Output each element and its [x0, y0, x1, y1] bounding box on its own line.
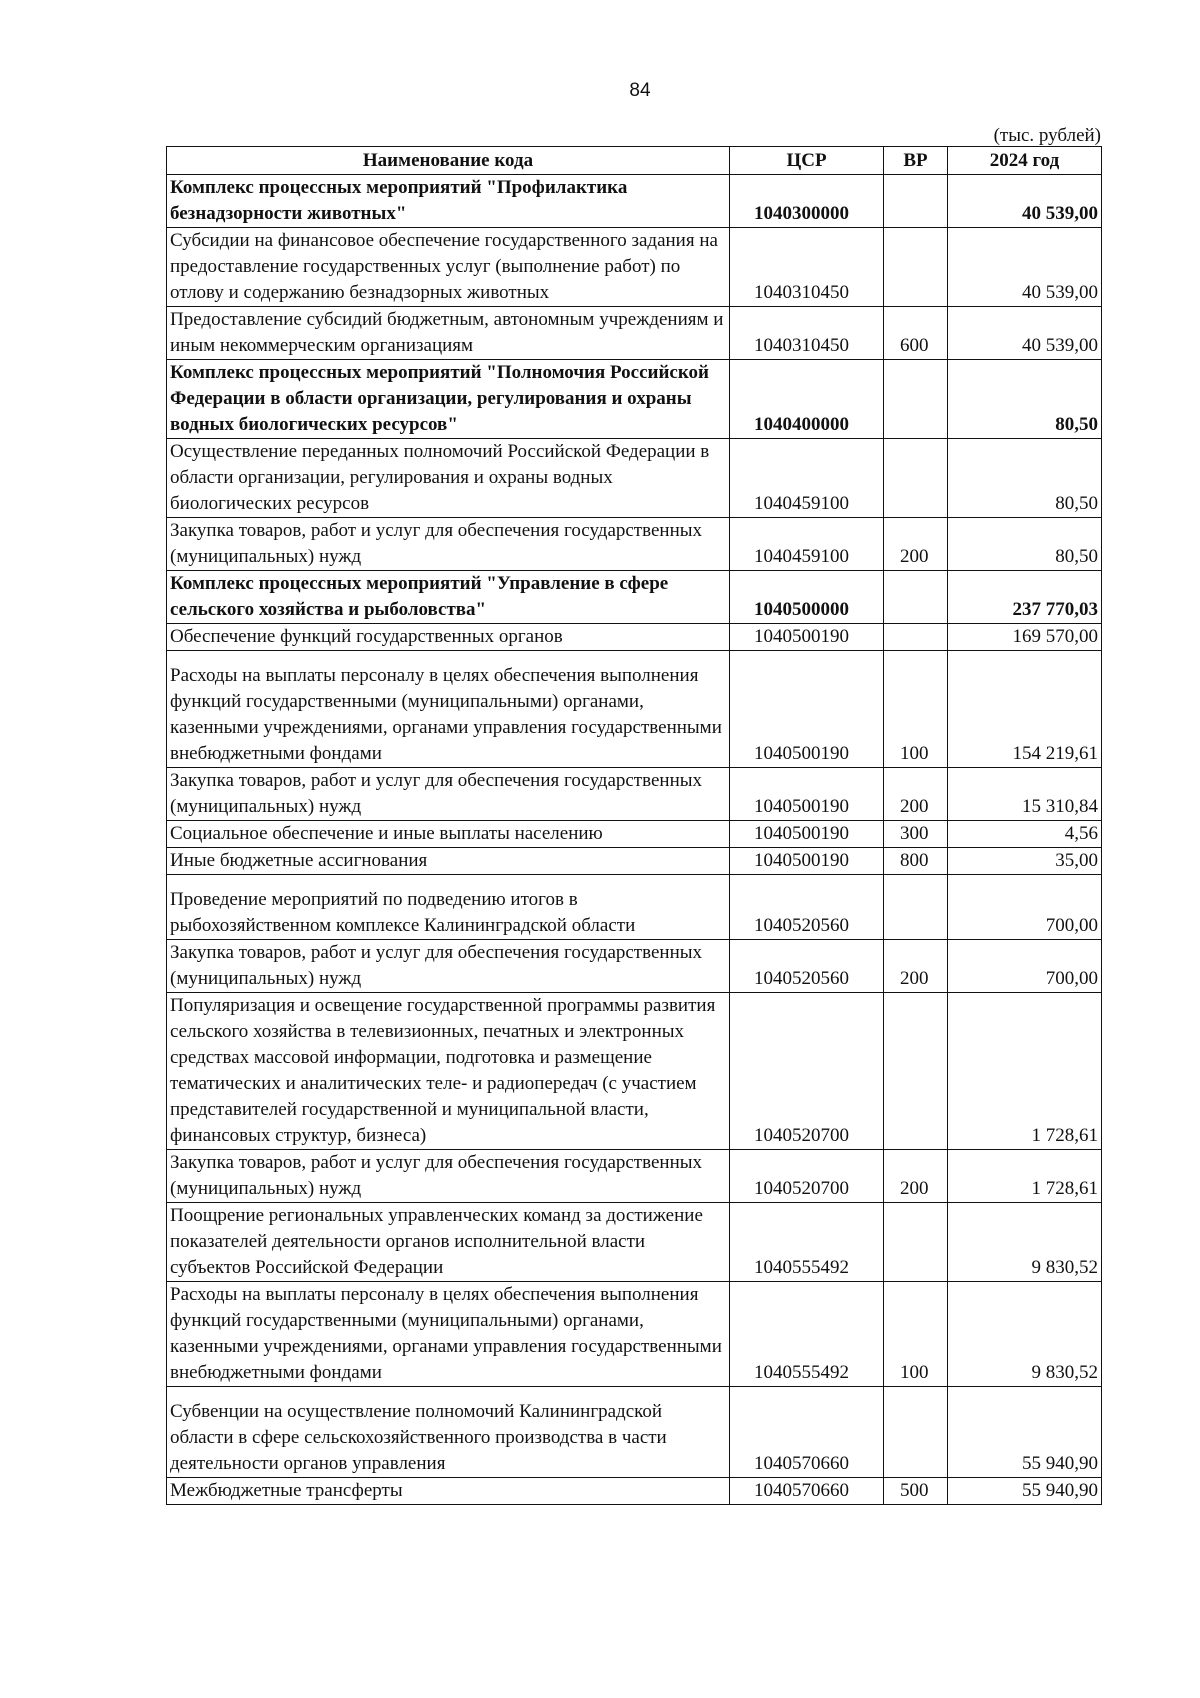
row-amount: 35,00: [948, 848, 1102, 875]
table-row: [167, 307, 1102, 360]
row-vr: 200: [884, 768, 948, 821]
table-row: [167, 439, 1102, 518]
row-csr: 1040500190: [730, 821, 884, 848]
row-vr: 300: [884, 821, 948, 848]
row-amount: 9 830,52: [948, 1203, 1102, 1282]
table-row: [167, 571, 1102, 624]
table-row: [167, 940, 1102, 993]
row-name: Осуществление переданных полномочий Российской Федерации в области организации, регулирования и охраны водных биологических ресурсов: [167, 439, 730, 518]
row-amount: 237 770,03: [948, 571, 1102, 624]
row-csr: 1040500190: [730, 848, 884, 875]
row-vr: 200: [884, 1150, 948, 1203]
table-row: [167, 624, 1102, 651]
row-vr: 600: [884, 307, 948, 360]
row-csr: 1040500190: [730, 768, 884, 821]
table-row: [167, 360, 1102, 439]
table-row: [167, 518, 1102, 571]
row-csr: 1040310450: [730, 307, 884, 360]
row-amount: 169 570,00: [948, 624, 1102, 651]
table-row: [167, 993, 1102, 1150]
table-row: [167, 1150, 1102, 1203]
row-amount: 40 539,00: [948, 175, 1102, 228]
row-name: Комплекс процессных мероприятий "Управление в сфере сельского хозяйства и рыболовства": [167, 571, 730, 624]
table-row: [167, 875, 1102, 940]
row-csr: 1040570660: [730, 1478, 884, 1505]
row-amount: 40 539,00: [948, 228, 1102, 307]
table-row: [167, 1282, 1102, 1387]
row-amount: 700,00: [948, 875, 1102, 940]
row-csr: 1040500190: [730, 651, 884, 768]
table-header-row: [167, 147, 1102, 175]
row-name: Расходы на выплаты персоналу в целях обеспечения выполнения функций государственными (муниципальными) органами, казенными учреждениями, органами управления государственными внебюджетными фондами: [167, 1282, 730, 1387]
row-vr: [884, 993, 948, 1150]
budget-table: [166, 146, 1102, 1505]
row-name: Закупка товаров, работ и услуг для обеспечения государственных (муниципальных) нужд: [167, 518, 730, 571]
row-amount: 154 219,61: [948, 651, 1102, 768]
row-name: Проведение мероприятий по подведению итогов в рыбохозяйственном комплексе Калининградской области: [167, 875, 730, 940]
row-csr: 1040400000: [730, 360, 884, 439]
row-vr: [884, 1387, 948, 1478]
row-vr: [884, 360, 948, 439]
table-row: [167, 1203, 1102, 1282]
row-name: Закупка товаров, работ и услуг для обеспечения государственных (муниципальных) нужд: [167, 940, 730, 993]
table-row: [167, 651, 1102, 768]
row-amount: 80,50: [948, 360, 1102, 439]
row-vr: 200: [884, 518, 948, 571]
row-amount: 40 539,00: [948, 307, 1102, 360]
header-vr: ВР: [884, 147, 948, 175]
table-row: [167, 768, 1102, 821]
row-vr: [884, 875, 948, 940]
table-row: [167, 175, 1102, 228]
row-amount: 1 728,61: [948, 1150, 1102, 1203]
row-name: Иные бюджетные ассигнования: [167, 848, 730, 875]
row-vr: [884, 1203, 948, 1282]
row-vr: 100: [884, 651, 948, 768]
row-vr: 100: [884, 1282, 948, 1387]
row-name: Межбюджетные трансферты: [167, 1478, 730, 1505]
row-csr: 1040520700: [730, 993, 884, 1150]
row-name: Расходы на выплаты персоналу в целях обеспечения выполнения функций государственными (муниципальными) органами, казенными учреждениями, органами управления государственными внебюджетными фондами: [167, 651, 730, 768]
row-vr: [884, 439, 948, 518]
header-csr: ЦСР: [730, 147, 884, 175]
row-amount: 4,56: [948, 821, 1102, 848]
units-label: (тыс. рублей): [993, 125, 1101, 146]
row-vr: [884, 228, 948, 307]
row-amount: 700,00: [948, 940, 1102, 993]
row-name: Субсидии на финансовое обеспечение государственного задания на предоставление государственных услуг (выполнение работ) по отлову и содержанию безнадзорных животных: [167, 228, 730, 307]
row-amount: 80,50: [948, 439, 1102, 518]
row-name: Обеспечение функций государственных органов: [167, 624, 730, 651]
row-csr: 1040300000: [730, 175, 884, 228]
row-csr: 1040500190: [730, 624, 884, 651]
row-name: Комплекс процессных мероприятий "Полномочия Российской Федерации в области организации, регулирования и охраны водных биологических ресурсов": [167, 360, 730, 439]
header-name: Наименование кода: [167, 147, 730, 175]
row-csr: 1040459100: [730, 439, 884, 518]
row-csr: 1040520700: [730, 1150, 884, 1203]
row-vr: [884, 624, 948, 651]
row-name: Поощрение региональных управленческих команд за достижение показателей деятельности органов исполнительной власти субъектов Российской Федерации: [167, 1203, 730, 1282]
table-row: [167, 1478, 1102, 1505]
row-name: Закупка товаров, работ и услуг для обеспечения государственных (муниципальных) нужд: [167, 768, 730, 821]
row-name: Комплекс процессных мероприятий "Профилактика безнадзорности животных": [167, 175, 730, 228]
row-vr: [884, 571, 948, 624]
row-amount: 55 940,90: [948, 1478, 1102, 1505]
table-row: [167, 821, 1102, 848]
page-number: 84: [629, 80, 651, 101]
row-amount: 9 830,52: [948, 1282, 1102, 1387]
row-csr: 1040459100: [730, 518, 884, 571]
row-csr: 1040520560: [730, 875, 884, 940]
row-name: Субвенции на осуществление полномочий Калининградской области в сфере сельскохозяйственного производства в части деятельности органов управления: [167, 1387, 730, 1478]
row-name: Социальное обеспечение и иные выплаты населению: [167, 821, 730, 848]
row-csr: 1040555492: [730, 1203, 884, 1282]
row-vr: 500: [884, 1478, 948, 1505]
table-row: [167, 1387, 1102, 1478]
row-amount: 1 728,61: [948, 993, 1102, 1150]
row-amount: 15 310,84: [948, 768, 1102, 821]
row-csr: 1040310450: [730, 228, 884, 307]
row-csr: 1040570660: [730, 1387, 884, 1478]
row-csr: 1040500000: [730, 571, 884, 624]
row-amount: 80,50: [948, 518, 1102, 571]
row-csr: 1040555492: [730, 1282, 884, 1387]
table-row: [167, 848, 1102, 875]
row-vr: [884, 175, 948, 228]
row-name: Закупка товаров, работ и услуг для обеспечения государственных (муниципальных) нужд: [167, 1150, 730, 1203]
row-vr: 800: [884, 848, 948, 875]
table-row: [167, 228, 1102, 307]
row-vr: 200: [884, 940, 948, 993]
row-name: Популяризация и освещение государственной программы развития сельского хозяйства в телевизионных, печатных и электронных средствах массовой информации, подготовка и размещение тематических и аналитических теле- и радиопередач (с участием представителей государственной и муниципальной власти, финансовых структур, бизнеса): [167, 993, 730, 1150]
row-amount: 55 940,90: [948, 1387, 1102, 1478]
row-name: Предоставление субсидий бюджетным, автономным учреждениям и иным некоммерческим организациям: [167, 307, 730, 360]
header-year: 2024 год: [948, 147, 1102, 175]
row-csr: 1040520560: [730, 940, 884, 993]
